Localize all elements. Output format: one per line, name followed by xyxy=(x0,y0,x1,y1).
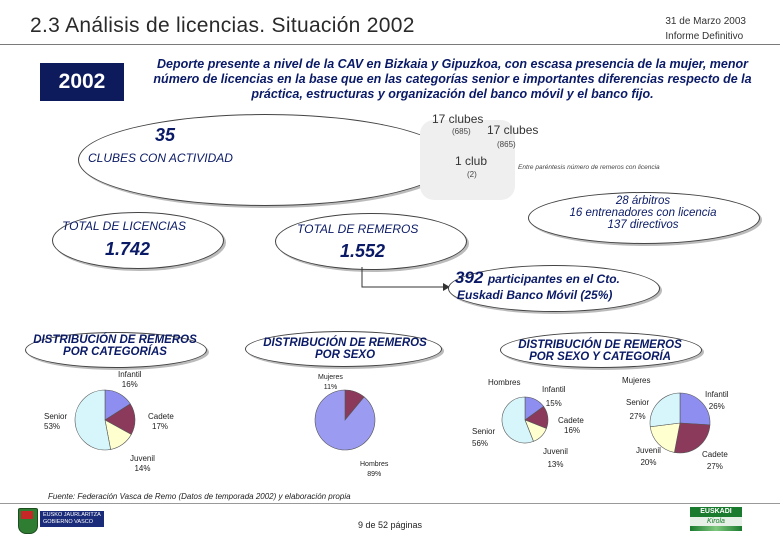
pie-sex-title: DISTRIBUCIÓN DE REMEROS POR SEXO xyxy=(263,337,427,361)
euskadi-kirola-logo xyxy=(690,507,742,533)
clubs-label: CLUBES CON ACTIVIDAD xyxy=(88,151,233,165)
pie4-slice-senior xyxy=(650,393,680,427)
gobierno-vasco-logo xyxy=(18,508,108,533)
remeros-value: 1.552 xyxy=(340,241,386,261)
report-status: Informe Definitivo xyxy=(665,31,744,42)
map-label-1: 17 clubes xyxy=(432,112,484,126)
participantes-line2: Euskadi Banco Móvil (25%) xyxy=(457,288,613,302)
pie4-label-cadete: Cadete 27% xyxy=(702,450,728,471)
report-date: 31 de Marzo 2003 xyxy=(665,16,746,27)
licencias-value: 1.742 xyxy=(105,239,151,259)
pie-categories-title: DISTRIBUCIÓN DE REMEROS POR CATEGORÍAS xyxy=(33,334,197,358)
pie4-slice-cadete xyxy=(674,423,710,453)
logo-right-line2: Kirola xyxy=(690,517,742,526)
pie1-label-cadete: Cadete 17% xyxy=(148,412,174,431)
map-sub-3: (2) xyxy=(467,170,477,179)
map-sub-1: (685) xyxy=(452,127,471,136)
clubs-count: 35 xyxy=(155,125,176,145)
pie4-label-juvenil: Juvenil 20% xyxy=(636,446,661,467)
pie3-label-senior: Senior 56% xyxy=(472,427,496,448)
pie1-label-infantil: Infantil 16% xyxy=(118,370,142,389)
map-sub-2: (865) xyxy=(497,140,516,149)
pie3-label-juvenil: Juvenil 13% xyxy=(543,447,568,469)
footer-divider xyxy=(0,503,780,504)
participantes-number: 392 xyxy=(455,268,484,287)
pie-sexcat-title: DISTRIBUCIÓN DE REMEROS POR SEXO Y CATEGORÍA xyxy=(518,339,682,363)
pie2-label-hombres: Hombres 89% xyxy=(360,461,389,478)
page-title: 2.3 Análisis de licencias. Situación 2002 xyxy=(30,14,415,37)
source-note: Fuente: Federación Vasca de Remo (Datos de temporada 2002) y elaboración propia xyxy=(48,492,351,501)
pie3-group-label: Hombres xyxy=(488,378,521,387)
staff-coaches: 16 entrenadores con licencia xyxy=(569,207,717,219)
pie1-label-juvenil: Juvenil 14% xyxy=(130,454,155,473)
map-note: Entre paréntesis número de remeros con licencia xyxy=(518,164,660,171)
pie2-slice-hombres xyxy=(315,390,375,450)
pie2-label-mujeres: Mujeres 11% xyxy=(318,374,343,391)
pie3-label-cadete: Cadete 16% xyxy=(558,416,584,435)
logo-right-line1: EUSKADI xyxy=(690,507,742,517)
map-label-3: 1 club xyxy=(455,154,488,168)
remeros-label: TOTAL DE REMEROS xyxy=(297,222,419,236)
pie3-label-infantil: Infantil 15% xyxy=(542,385,566,408)
licencias-label: TOTAL DE LICENCIAS xyxy=(62,219,187,233)
wave-icon xyxy=(690,526,742,531)
pie1-label-senior: Senior 53% xyxy=(44,412,68,431)
logo-left-line2: GOBIERNO VASCO xyxy=(43,519,94,525)
pie4-group-label: Mujeres xyxy=(622,376,651,385)
logo-left-line1: EUSKO JAURLARITZA xyxy=(43,512,101,518)
pie4-label-infantil: Infantil 26% xyxy=(705,390,729,411)
staff-referees: 28 árbitros xyxy=(615,195,671,207)
map-label-2: 17 clubes xyxy=(487,123,539,137)
staff-directors: 137 directivos xyxy=(607,219,679,231)
pie4-label-senior: Senior 27% xyxy=(626,398,650,421)
participantes-line1: participantes en el Cto. xyxy=(487,272,620,286)
intro-text: Deporte presente a nivel de la CAV en Bizkaia y Gipuzkoa, con escasa presencia de la mujer, menor número de licencias en la base que en las categorías senior e importantes diferencias respecto de la práctica, estructuras y organización del banco móvil y el banco fijo. xyxy=(153,57,752,101)
year-badge: 2002 xyxy=(40,63,124,101)
page-count: 9 de 52 páginas xyxy=(357,520,423,530)
pie1-slice-senior xyxy=(75,390,111,450)
